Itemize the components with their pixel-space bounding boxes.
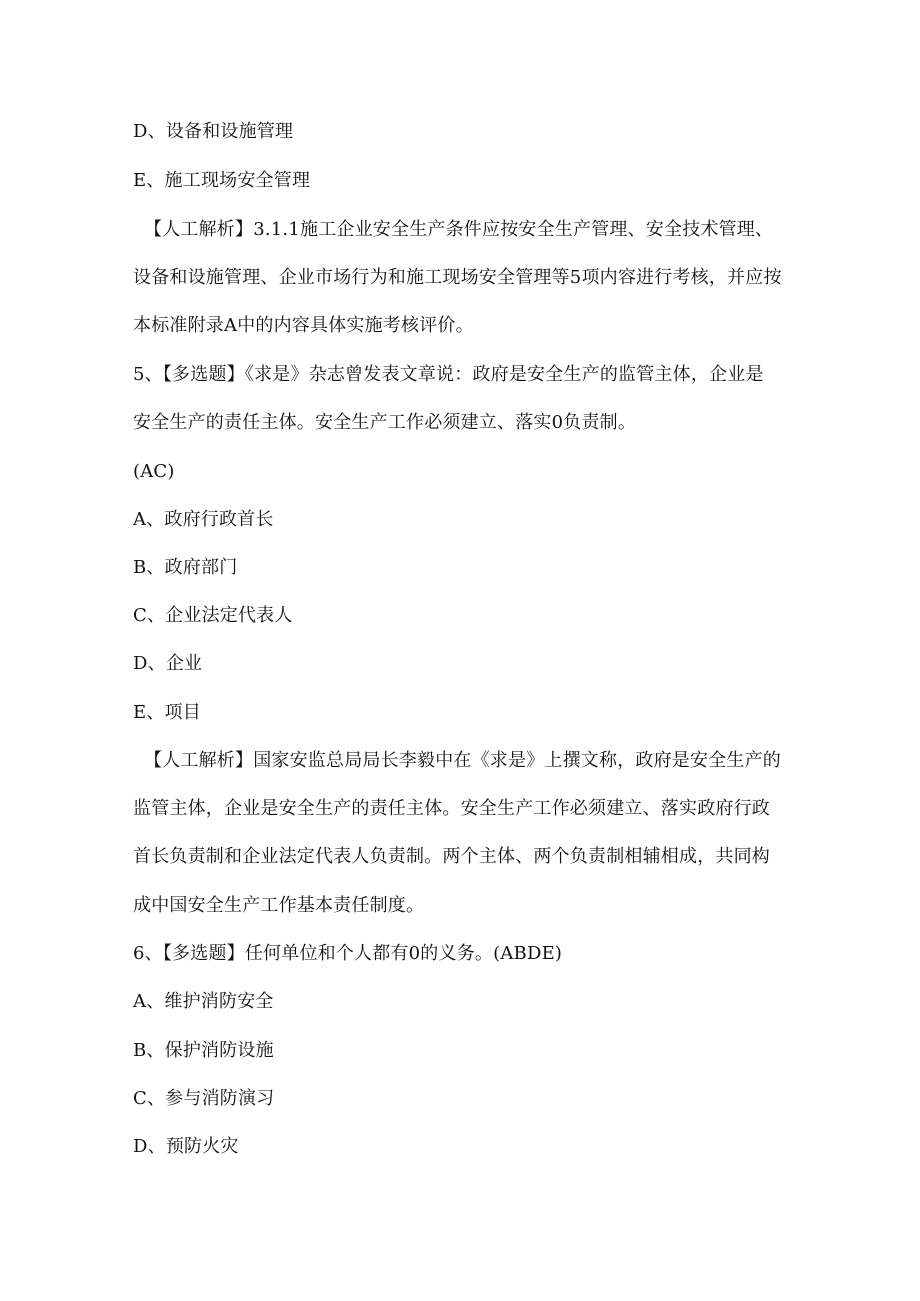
q5-analysis-line-4: 成中国安全生产工作基本责任制度。: [133, 895, 425, 916]
q5-option-b: B、政府部门: [133, 557, 238, 578]
q6-option-b: B、保护消防设施: [133, 1040, 274, 1061]
q5-analysis-line-2: 监管主体，企业是安全生产的责任主体。安全生产工作必须建立、落实政府行政: [133, 798, 770, 819]
q5-option-c: C、企业法定代表人: [133, 605, 293, 626]
q6-stem: 6、【多选题】任何单位和个人都有0的义务。(ABDE): [133, 943, 563, 964]
q5-analysis-line-3: 首长负责制和企业法定代表人负责制。两个主体、两个负责制相辅相成，共同构: [133, 846, 770, 867]
q5-option-e: E、项目: [133, 702, 201, 723]
q6-option-c: C、参与消防演习: [133, 1088, 275, 1109]
q6-option-a: A、维护消防安全: [133, 991, 274, 1012]
q4-analysis-line-3: 本标准附录A中的内容具体实施考核评价。: [133, 315, 474, 336]
q4-option-e: E、施工现场安全管理: [133, 170, 311, 191]
q5-answer: (AC): [133, 461, 175, 482]
q5-option-d: D、企业: [133, 653, 203, 674]
q6-option-d: D、预防火灾: [133, 1136, 239, 1157]
q5-stem-line-1: 5、【多选题】《求是》杂志曾发表文章说：政府是安全生产的监管主体，企业是: [133, 364, 764, 385]
q5-option-a: A、政府行政首长: [133, 509, 274, 530]
q4-analysis-line-1: 【人工解析】3.1.1施工企业安全生产条件应按安全生产管理、安全技术管理、: [144, 219, 774, 240]
q4-option-d: D、设备和设施管理: [133, 121, 294, 142]
q5-analysis-line-1: 【人工解析】国家安监总局局长李毅中在《求是》上撰文称，政府是安全生产的: [144, 750, 781, 771]
q5-stem-line-2: 安全生产的责任主体。安全生产工作必须建立、落实0负责制。: [133, 412, 637, 433]
q4-analysis-line-2: 设备和设施管理、企业市场行为和施工现场安全管理等5项内容进行考核，并应按: [133, 267, 782, 288]
